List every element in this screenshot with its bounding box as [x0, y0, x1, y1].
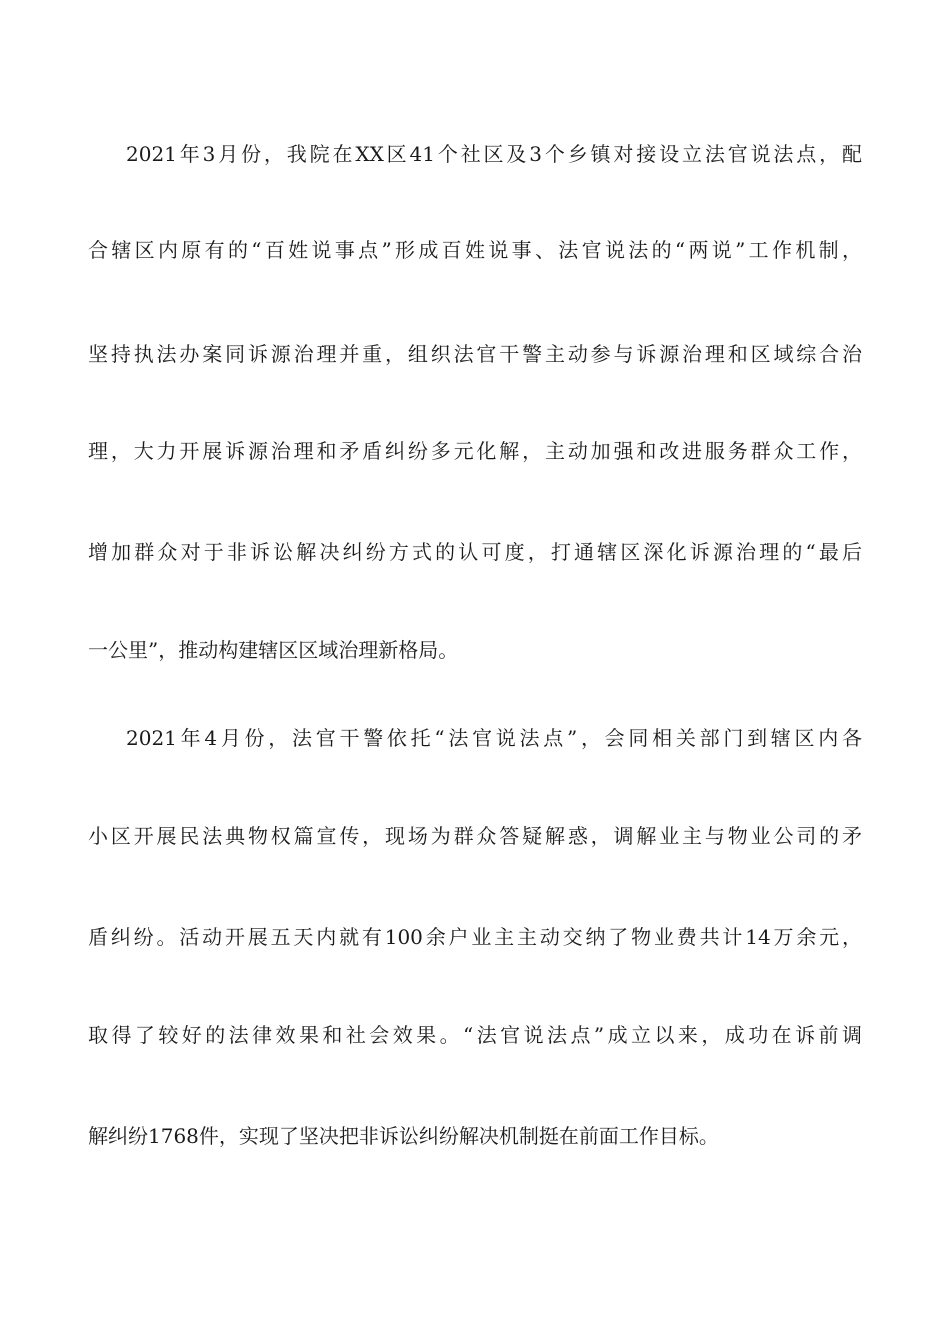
paragraph-line: 合辖区内原有的“百姓说事点”形成百姓说事、法官说法的“两说”工作机制， [88, 238, 862, 262]
paragraph-line: 理，大力开展诉源治理和矛盾纠纷多元化解，主动加强和改进服务群众工作， [88, 439, 862, 463]
paragraph-line: 2021年3月份，我院在XX区41个社区及3个乡镇对接设立法官说法点，配 [126, 142, 862, 166]
paragraph-line: 坚持执法办案同诉源治理并重，组织法官干警主动参与诉源治理和区域综合治 [88, 342, 862, 366]
paragraph-line: 增加群众对于非诉讼解决纠纷方式的认可度，打通辖区深化诉源治理的“最后 [88, 540, 862, 564]
paragraph-line: 取得了较好的法律效果和社会效果。“法官说法点”成立以来，成功在诉前调 [88, 1023, 862, 1047]
paragraph-line: 解纠纷1768件，实现了坚决把非诉讼纠纷解决机制挺在前面工作目标。 [88, 1124, 719, 1148]
paragraph-line: 一公里”，推动构建辖区区域治理新格局。 [88, 638, 459, 662]
paragraph-line: 盾纠纷。活动开展五天内就有100余户业主主动交纳了物业费共计14万余元， [88, 925, 862, 949]
paragraph-line: 2021年4月份，法官干警依托“法官说法点”，会同相关部门到辖区内各 [126, 726, 862, 750]
paragraph-line: 小区开展民法典物权篇宣传，现场为群众答疑解惑，调解业主与物业公司的矛 [88, 824, 862, 848]
